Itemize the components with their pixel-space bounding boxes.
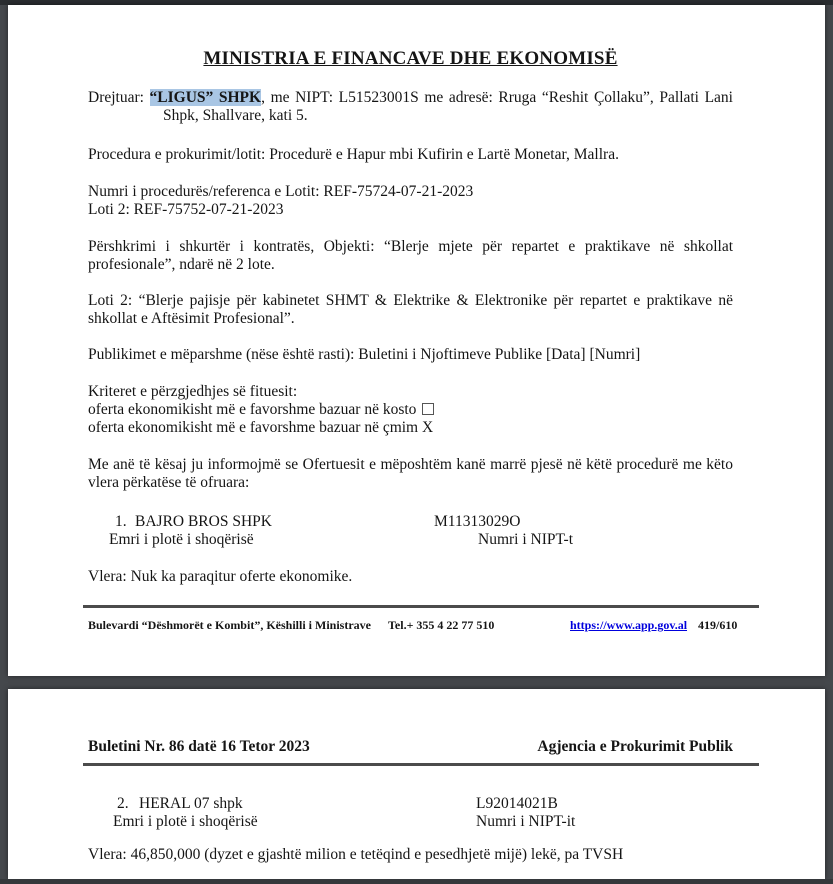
criteria-option-cost: oferta ekonomikisht më e favorshme bazuar në kosto bbox=[88, 401, 733, 419]
viewer-bottom-edge bbox=[0, 879, 833, 884]
bidder-nipt-label: Numri i NIPT-it bbox=[476, 813, 576, 830]
footer-page-ref: 419/610 bbox=[698, 618, 738, 632]
value-line: Vlera: Nuk ka paraqitur oferte ekonomike. bbox=[88, 568, 353, 585]
intro-paragraph: Me anë të kësaj ju informojmë se Ofertuesit e mëposhtëm kanë marrë pjesë në këtë procedurë me këto vlera përkatëse të ofruara: bbox=[88, 456, 733, 491]
bidder-nipt-label: Numri i NIPT-t bbox=[478, 531, 574, 548]
document-page-1 bbox=[8, 5, 825, 676]
page-title: MINISTRIA E FINANCAVE DHE EKONOMISË bbox=[203, 48, 618, 69]
reference-line-2: Loti 2: REF-75752-07-21-2023 bbox=[88, 201, 284, 218]
bulletin-title: Buletini Nr. 86 datë 16 Tetor 2023 bbox=[88, 738, 310, 755]
bidder-nipt: M11313029O bbox=[434, 513, 521, 530]
footer-rule bbox=[83, 605, 759, 608]
bidder-index: 1. bbox=[115, 513, 127, 530]
bidder-name-label: Emri i plotë i shoqërisë bbox=[113, 813, 258, 830]
addressee-rest: , me NIPT: L51523001S me adresë: Rruga “Reshit Çollaku”, Pallati Lani Shpk, Shallvare, kati 5. bbox=[163, 89, 733, 124]
criteria-block bbox=[88, 383, 733, 437]
lot2-paragraph: Loti 2: “Blerje pajisje për kabinetet SHMT & Elektrike & Elektronike për repartet e praktikave në shkollat e Aftësimit Profesional”. bbox=[88, 292, 733, 327]
procedure-paragraph: Procedura e prokurimit/lotit: Procedurë e Hapur mbi Kufirin e Lartë Monetar, Mallra. bbox=[88, 146, 619, 163]
bulletin-header bbox=[88, 738, 733, 756]
bidder-entry-2 bbox=[88, 795, 733, 831]
empty-checkbox bbox=[422, 403, 434, 415]
reference-lines bbox=[88, 183, 733, 219]
agency-name: Agjencia e Prokurimit Publik bbox=[537, 738, 733, 755]
reference-line-1: Numri i procedurës/referenca e Lotit: REF-75724-07-21-2023 bbox=[88, 183, 474, 200]
text-selection-highlight: “LIGUS” SHPK bbox=[149, 89, 262, 106]
criteria-option-price: oferta ekonomikisht më e favorshme bazuar në çmim X bbox=[88, 419, 434, 436]
publications-paragraph: Publikimet e mëparshme (nëse është rasti): Buletini i Njoftimeve Publike [Data] [Numri] bbox=[88, 346, 641, 363]
bidder-name: HERAL 07 shpk bbox=[139, 795, 243, 812]
page-footer bbox=[88, 618, 780, 633]
value-line-2: Vlera: 46,850,000 (dyzet e gjashtë milion e tetëqind e pesedhjetë mijë) lekë, pa TVSH bbox=[88, 846, 624, 863]
bidder-name-label: Emri i plotë i shoqërisë bbox=[109, 531, 254, 548]
document-page-2 bbox=[8, 689, 825, 879]
footer-phone: Tel.+ 355 4 22 77 510 bbox=[388, 618, 495, 632]
header-rule bbox=[83, 763, 759, 766]
bidder-nipt: L92014021B bbox=[476, 795, 558, 812]
bidder-index: 2. bbox=[117, 795, 129, 812]
description-paragraph: Përshkrimi i shkurtër i kontratës, Objekti: “Blerje mjete për repartet e praktikave në shkollat profesionale”, ndarë në 2 lote. bbox=[88, 238, 733, 273]
bidder-name: BAJRO BROS SHPK bbox=[135, 513, 272, 530]
bidder-entry-1 bbox=[88, 513, 733, 549]
app-gov-link[interactable]: https://www.app.gov.al bbox=[570, 618, 688, 632]
addressee-prefix: Drejtuar: bbox=[88, 89, 150, 106]
addressee-paragraph bbox=[88, 89, 733, 125]
criteria-heading: Kriteret e përzgjedhjes së fituesit: bbox=[88, 383, 298, 400]
footer-address: Bulevardi “Dëshmorët e Kombit”, Këshilli i Ministrave bbox=[88, 618, 371, 632]
